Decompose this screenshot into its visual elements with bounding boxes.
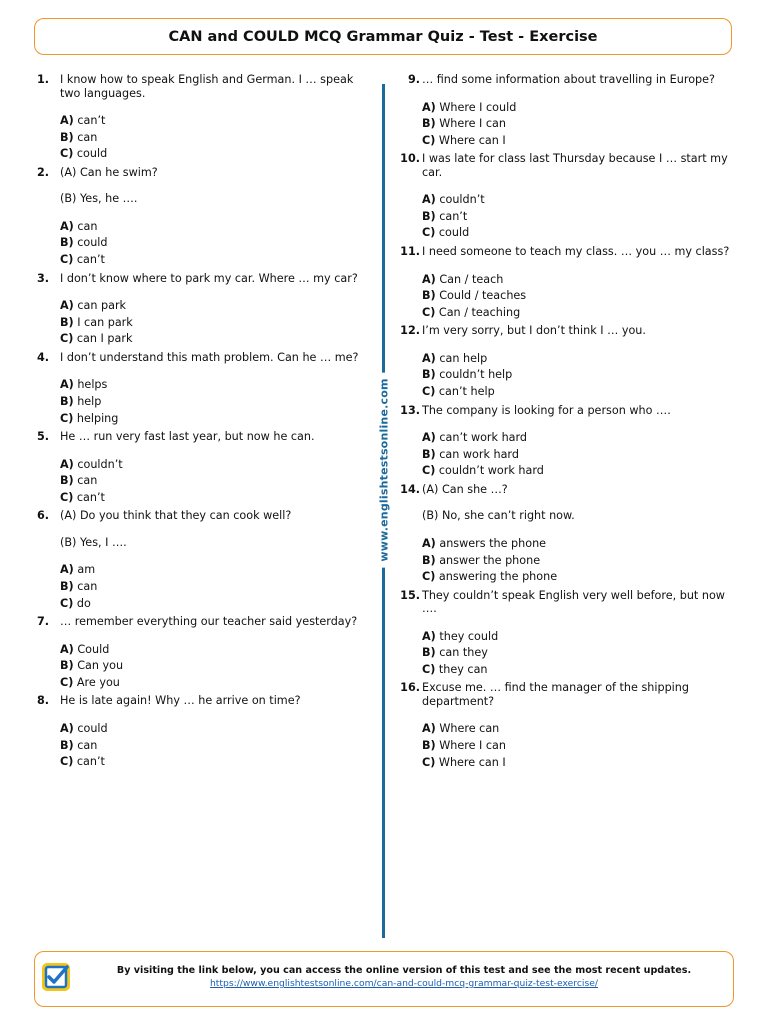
option-text: can’t (76, 755, 105, 769)
answer-options (60, 377, 370, 427)
option-text: Where can (439, 722, 500, 736)
option-text: help (77, 394, 102, 408)
answer-option (60, 315, 370, 332)
question-text: (A) Do you think that they can cook well? (60, 509, 292, 523)
question-9 (396, 73, 738, 149)
option-letter: B) (422, 646, 436, 660)
answer-option (422, 272, 738, 289)
option-letter: C) (60, 596, 74, 610)
question-text: They couldn’t speak English very well before, but now …. (422, 588, 725, 616)
question-text: I’m very sorry, but I don’t think I … you. (422, 324, 646, 338)
answer-option (422, 384, 738, 401)
question-number: 12. (400, 324, 420, 338)
answer-option (422, 209, 738, 226)
answer-option (60, 298, 370, 315)
option-letter: C) (422, 226, 436, 240)
option-text: could (77, 721, 108, 735)
option-text: they could (439, 629, 499, 643)
question-number: 5. (36, 430, 49, 444)
answer-options (422, 536, 738, 586)
answer-options (422, 192, 738, 242)
option-letter: B) (422, 553, 436, 567)
question-5 (34, 430, 370, 506)
option-text: helping (76, 411, 119, 425)
question-text: … remember everything our teacher said yesterday? (60, 615, 358, 629)
answer-options (422, 351, 738, 401)
question-15 (396, 589, 738, 679)
answer-option (422, 192, 738, 209)
option-letter: C) (60, 252, 74, 266)
answer-option (60, 754, 370, 771)
question-text: Excuse me. … find the manager of the shipping department? (422, 681, 689, 708)
option-letter: B) (60, 659, 74, 673)
answer-option (60, 394, 370, 411)
answer-options (422, 430, 738, 480)
answer-options (60, 298, 370, 348)
question-12 (396, 324, 738, 400)
option-letter: A) (422, 722, 436, 736)
option-text: Could / teaches (439, 289, 527, 303)
question-number: 11. (400, 245, 420, 259)
answer-options (60, 219, 370, 269)
option-letter: B) (60, 315, 74, 329)
answer-option (422, 662, 738, 679)
question-text: (A) Can he swim? (60, 165, 158, 179)
answer-option (60, 658, 370, 675)
option-text: can they (439, 646, 488, 660)
option-letter: C) (422, 662, 436, 676)
option-text: couldn’t help (439, 368, 513, 382)
answer-option (60, 738, 370, 755)
answer-options (422, 100, 738, 150)
option-letter: C) (422, 305, 436, 319)
question-number: 10. (400, 152, 420, 166)
option-letter: B) (422, 289, 436, 303)
option-letter: A) (60, 457, 74, 471)
question-13 (396, 404, 738, 480)
option-letter: A) (60, 721, 74, 735)
question-14 (396, 483, 738, 586)
option-letter: B) (422, 447, 436, 461)
question-number: 8. (36, 694, 49, 708)
question-number: 2. (36, 165, 49, 179)
question-10 (396, 152, 738, 242)
answer-option (422, 367, 738, 384)
option-letter: A) (60, 299, 74, 313)
question-3 (34, 272, 370, 348)
answer-option (60, 490, 370, 507)
answer-option (60, 113, 370, 130)
question-subtext: (B) Yes, I …. (60, 535, 127, 549)
option-letter: A) (60, 114, 74, 127)
option-text: answer the phone (439, 553, 541, 567)
question-11 (396, 245, 738, 321)
question-text: I know how to speak English and German. I … speak two languages. (60, 73, 354, 100)
answer-option (422, 133, 738, 150)
option-letter: C) (60, 147, 74, 161)
option-letter: C) (60, 490, 74, 504)
title-box (34, 18, 732, 55)
answer-option (60, 411, 370, 428)
answer-option (422, 447, 738, 464)
option-letter: C) (60, 332, 74, 346)
option-text: can’t work hard (439, 431, 528, 445)
answer-option (60, 596, 370, 613)
option-letter: C) (422, 385, 436, 399)
site-label: www.englishtestsonline.com (378, 372, 391, 567)
answer-option (60, 473, 370, 490)
answer-option (60, 331, 370, 348)
option-text: Can / teaching (438, 305, 521, 319)
answer-option (60, 721, 370, 738)
option-text: can’t (439, 209, 468, 223)
option-text: can (77, 474, 98, 488)
answer-option (422, 553, 738, 570)
option-letter: B) (60, 474, 74, 488)
question-16 (396, 681, 738, 771)
option-text: answers the phone (439, 536, 547, 550)
option-text: Where I can (439, 117, 506, 131)
answer-option (422, 305, 738, 322)
answer-option (422, 116, 738, 133)
footer-link[interactable]: https://www.englishtestsonline.com/can-and-could-mcq-grammar-quiz-test-exercise/ (209, 978, 599, 989)
option-letter: A) (60, 378, 74, 392)
option-text: Are you (76, 675, 120, 689)
option-text: can park (77, 299, 127, 313)
answer-option (60, 130, 370, 147)
footer-text (85, 965, 723, 989)
answer-option (60, 377, 370, 394)
option-letter: A) (422, 351, 436, 365)
option-text: can (77, 738, 98, 752)
option-text: Could (77, 642, 110, 656)
answer-option (422, 645, 738, 662)
question-text: He … run very fast last year, but now he can. (60, 430, 315, 444)
question-2 (34, 166, 370, 269)
answer-option (60, 457, 370, 474)
answer-option (422, 351, 738, 368)
option-text: I can park (77, 315, 133, 329)
answer-option (60, 235, 370, 252)
option-text: couldn’t (77, 457, 123, 471)
answer-options (60, 457, 370, 507)
option-text: can’t help (438, 385, 495, 399)
option-text: could (77, 236, 108, 250)
option-letter: C) (60, 411, 74, 425)
option-letter: A) (422, 431, 436, 445)
question-subtext: (B) No, she can’t right now. (422, 509, 575, 523)
option-text: they can (438, 662, 488, 676)
option-text: can’t (77, 114, 106, 127)
answer-option (60, 579, 370, 596)
question-number: 13. (400, 403, 420, 417)
answer-option (60, 642, 370, 659)
answer-option (422, 738, 738, 755)
option-letter: C) (422, 570, 436, 584)
option-text: can (77, 580, 98, 593)
option-letter: A) (60, 219, 74, 233)
option-text: couldn’t work hard (438, 464, 544, 478)
option-letter: A) (60, 563, 74, 577)
question-number: 4. (36, 350, 49, 364)
answer-option (60, 146, 370, 163)
question-number: 1. (36, 73, 49, 86)
question-number: 9. (407, 73, 420, 86)
question-number: 15. (400, 588, 420, 602)
option-text: Where can I (438, 133, 506, 147)
option-text: Where I could (439, 100, 517, 114)
checkbox-icon (40, 961, 72, 993)
answer-option (422, 100, 738, 117)
question-text: … find some information about travelling in Europe? (422, 73, 715, 86)
question-text: He is late again! Why … he arrive on time? (60, 694, 301, 708)
option-text: can’t (76, 252, 105, 266)
option-letter: A) (422, 193, 436, 207)
answer-options (60, 113, 370, 163)
answer-option (422, 629, 738, 646)
option-letter: A) (422, 100, 436, 114)
question-subtext: (B) Yes, he …. (60, 192, 138, 206)
option-text: can help (439, 351, 488, 365)
option-text: answering the phone (438, 570, 558, 584)
question-1 (34, 73, 370, 163)
footer-box (34, 951, 734, 1007)
option-letter: B) (422, 368, 436, 382)
right-column (396, 73, 738, 774)
answer-option (422, 288, 738, 305)
question-text: I was late for class last Thursday because I … start my car. (422, 152, 728, 179)
option-letter: A) (422, 536, 436, 550)
answer-option (60, 252, 370, 269)
answer-options (60, 721, 370, 771)
question-number: 3. (36, 271, 49, 285)
question-7 (34, 615, 370, 691)
option-letter: A) (422, 272, 436, 286)
answer-options (422, 629, 738, 679)
option-text: Can / teach (439, 272, 504, 286)
option-text: could (438, 226, 470, 240)
page-title: CAN and COULD MCQ Grammar Quiz - Test - Exercise (168, 28, 598, 45)
question-8 (34, 694, 370, 770)
footer-message: By visiting the link below, you can access the online version of this test and see the most recent updates. (116, 965, 692, 976)
question-4 (34, 351, 370, 427)
option-letter: C) (422, 464, 436, 478)
question-text: The company is looking for a person who …. (422, 403, 671, 417)
option-letter: B) (60, 580, 74, 593)
option-text: do (76, 596, 91, 610)
answer-option (60, 562, 370, 579)
left-column (34, 73, 370, 774)
answer-option (422, 225, 738, 242)
question-number: 7. (36, 615, 49, 629)
option-text: can (77, 130, 98, 144)
option-text: couldn’t (439, 193, 485, 207)
option-letter: C) (422, 133, 436, 147)
option-text: can I park (76, 332, 133, 346)
option-text: can (77, 219, 98, 233)
question-text: I don’t know where to park my car. Where … my car? (60, 271, 358, 285)
question-6 (34, 509, 370, 612)
option-letter: C) (422, 755, 436, 769)
option-letter: B) (422, 739, 436, 753)
answer-options (60, 642, 370, 692)
answer-options (422, 272, 738, 322)
option-letter: C) (60, 755, 74, 769)
answer-option (422, 569, 738, 586)
option-letter: B) (60, 394, 74, 408)
option-letter: B) (60, 738, 74, 752)
answer-option (422, 463, 738, 480)
option-text: helps (77, 378, 108, 392)
answer-options (422, 721, 738, 771)
answer-option (422, 721, 738, 738)
answer-option (60, 219, 370, 236)
answer-option (60, 675, 370, 692)
option-letter: B) (60, 130, 74, 144)
option-text: am (77, 563, 96, 577)
option-letter: A) (60, 642, 74, 656)
option-text: Where I can (439, 739, 506, 753)
option-letter: B) (422, 209, 436, 223)
option-letter: B) (60, 236, 74, 250)
question-text: (A) Can she …? (422, 482, 508, 496)
answer-option (422, 536, 738, 553)
answer-option (422, 755, 738, 772)
option-text: can’t (76, 490, 105, 504)
option-letter: A) (422, 629, 436, 643)
option-letter: C) (60, 675, 74, 689)
option-text: can work hard (439, 447, 519, 461)
answer-option (422, 430, 738, 447)
answer-options (60, 562, 370, 612)
option-text: Can you (77, 659, 124, 673)
question-text: I don’t understand this math problem. Can he … me? (60, 350, 359, 364)
question-text: I need someone to teach my class. … you … my class? (422, 245, 730, 259)
question-number: 14. (400, 482, 420, 496)
option-text: could (76, 147, 108, 161)
option-letter: B) (422, 117, 436, 131)
option-text: Where can I (438, 755, 506, 769)
question-number: 16. (400, 681, 420, 695)
question-number: 6. (36, 509, 49, 523)
